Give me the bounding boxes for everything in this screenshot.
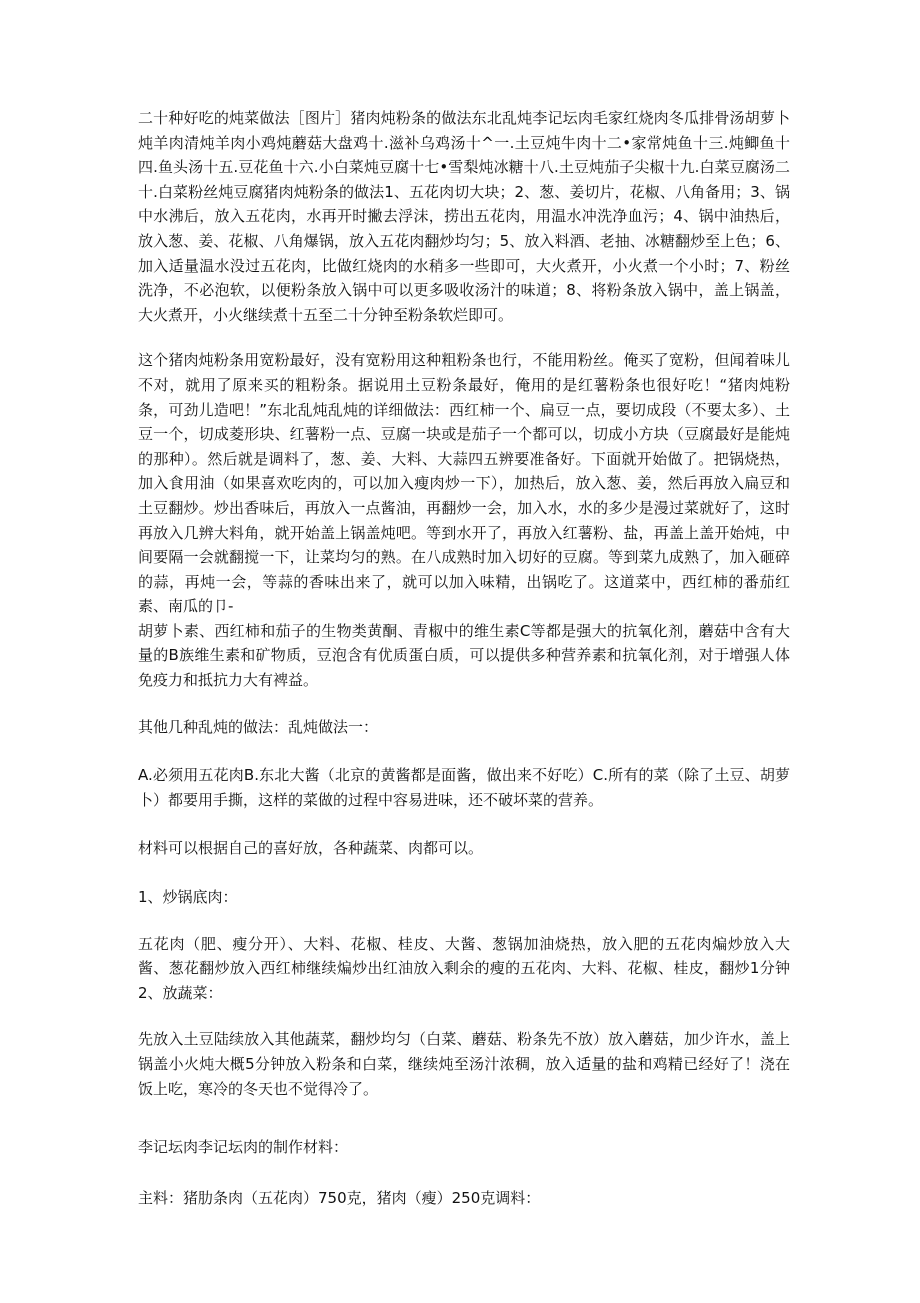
paragraph-main-ingredients: 主料：猪肋条肉（五花肉）750克，猪肉（瘦）250克调料：: [138, 1188, 541, 1207]
paragraph-pork-noodles-notes: 这个猪肉炖粉条用宽粉最好，没有宽粉用这种粗粉条也行，不能用粉丝。俺买了宽粉，但闻着味儿不对，就用了原来买的粗粉条。据说用土豆粉条最好，俺用的是红薯粉条也很好吃！“猪肉炖粉条，可劲儿造吧！”东北乱炖乱炖的详细做法：西红柿一个、扁豆一点，要切成段（不要太多）、土豆一个，切成菱形块、红薯粉一点、豆腐一块或是茄子一个都可以，切成小方块（豆腐最好是能炖的那种）。然后就是调料了，葱、姜、大料、大蒜四五辨要准备好。下面就开始做了。把锅烧热，加入食用油（如果喜欢吃肉的，可以加入瘦肉炒一下），加热后，放入葱、姜，然后再放入扁豆和土豆翻炒。炒出香味后，再放入一点酱油，再翻炒一会，加入水，水的多少是漫过菜就好了，这时再放入几辨大料角，就开始盖上锅盖炖吧。等到水开了，再放入红薯粉、盐，再盖上盖开始炖，中间要隔一会就翻搅一下，让菜均匀的熟。在八成熟时加入切好的豆腐。等到菜九成熟了，加入砸碎的蒜，再炖一会，等蒜的香味出来了，就可以加入味精，出锅吃了。这道菜中，西红柿的番茄红素、南瓜的卩- 胡萝卜素、西红柿和茄子的生物类黄酮、青椒中的维生素C等都是强大的抗氧化剂，蘑菇中含有大量的B族维生素和矿物质，豆泡含有优质蛋白质，可以提供多种营养素和抗氧化剂，对于增强人体免疫力和抵抗力大有裨益。: [138, 351, 790, 690]
paragraph-step-one-heading: 1、炒锅底肉：: [138, 888, 238, 907]
paragraph-recipe-list: 二十种好吃的炖菜做法［图片］猪肉炖粉条的做法东北乱炖李记坛肉毛家红烧肉冬瓜排骨汤胡萝卜炖羊肉清炖羊肉小鸡炖蘑菇大盘鸡十.滋补乌鸡汤十^一.土豆炖牛肉十二•家常炖鱼十三.炖鲫鱼十四.鱼头汤十五.豆花鱼十六.小白菜炖豆腐十七•雪梨炖冰糖十八.土豆炖茄子尖椒十九.白菜豆腐汤二十.白菜粉丝炖豆腐猪肉炖粉条的做法1、五花肉切大块；2、葱、姜切片，花椒、八角备用；3、锅中水沸后，放入五花肉，水再开时撇去浮沫，捞出五花肉，用温水冲洗净血污；4、锅中油热后，放入葱、姜、花椒、八角爆锅，放入五花肉翻炒均匀；5、放入料酒、老抽、冰糖翻炒至上色；6、加入适量温水没过五花肉，比做红烧肉的水稍多一些即可，大火煮开，小火煮一个小时；7、粉丝洗净，不必泡软，以便粉条放入锅中可以更多吸收汤汁的味道；8、将粉条放入锅中，盖上锅盖，大火煮开，小火继续煮十五至二十分钟至粉条软烂即可。: [138, 109, 790, 324]
paragraph-step-one-body: 五花肉（肥、瘦分开）、大料、花椒、桂皮、大酱、葱锅加油烧热，放入肥的五花肉煸炒放入大酱、葱花翻炒放入西红柿继续煸炒出红油放入剩余的瘦的五花肉、大料、花椒、桂皮，翻炒1分钟2、放蔬菜：: [138, 934, 790, 1002]
document-page: [138, 106, 790, 1210]
paragraph-materials: 材料可以根据自己的喜好放，各种蔬菜、肉都可以。: [138, 839, 484, 858]
paragraph-method-one-notes: A.必须用五花肉B.东北大酱（北京的黄酱都是面酱，做出来不好吃）C.所有的菜（除了土豆、胡萝卜）都要用手撕，这样的菜做的过程中容易进味，还不破坏菜的营养。: [138, 766, 790, 809]
paragraph-li-ji-heading: 李记坛肉李记坛肉的制作材料：: [138, 1138, 349, 1157]
paragraph-step-two-body: 先放入土豆陆续放入其他蔬菜，翻炒均匀（白菜、蘑菇、粉条先不放）放入蘑菇，加少许水，盖上锅盖小火炖大概5分钟放入粉条和白菜，继续炖至汤汁浓稠，放入适量的盐和鸡精已经好了！浇在饭上吃，寒冷的冬天也不觉得冷了。: [138, 1030, 790, 1098]
paragraph-other-methods-heading: 其他几种乱炖的做法：乱炖做法一：: [138, 717, 379, 736]
